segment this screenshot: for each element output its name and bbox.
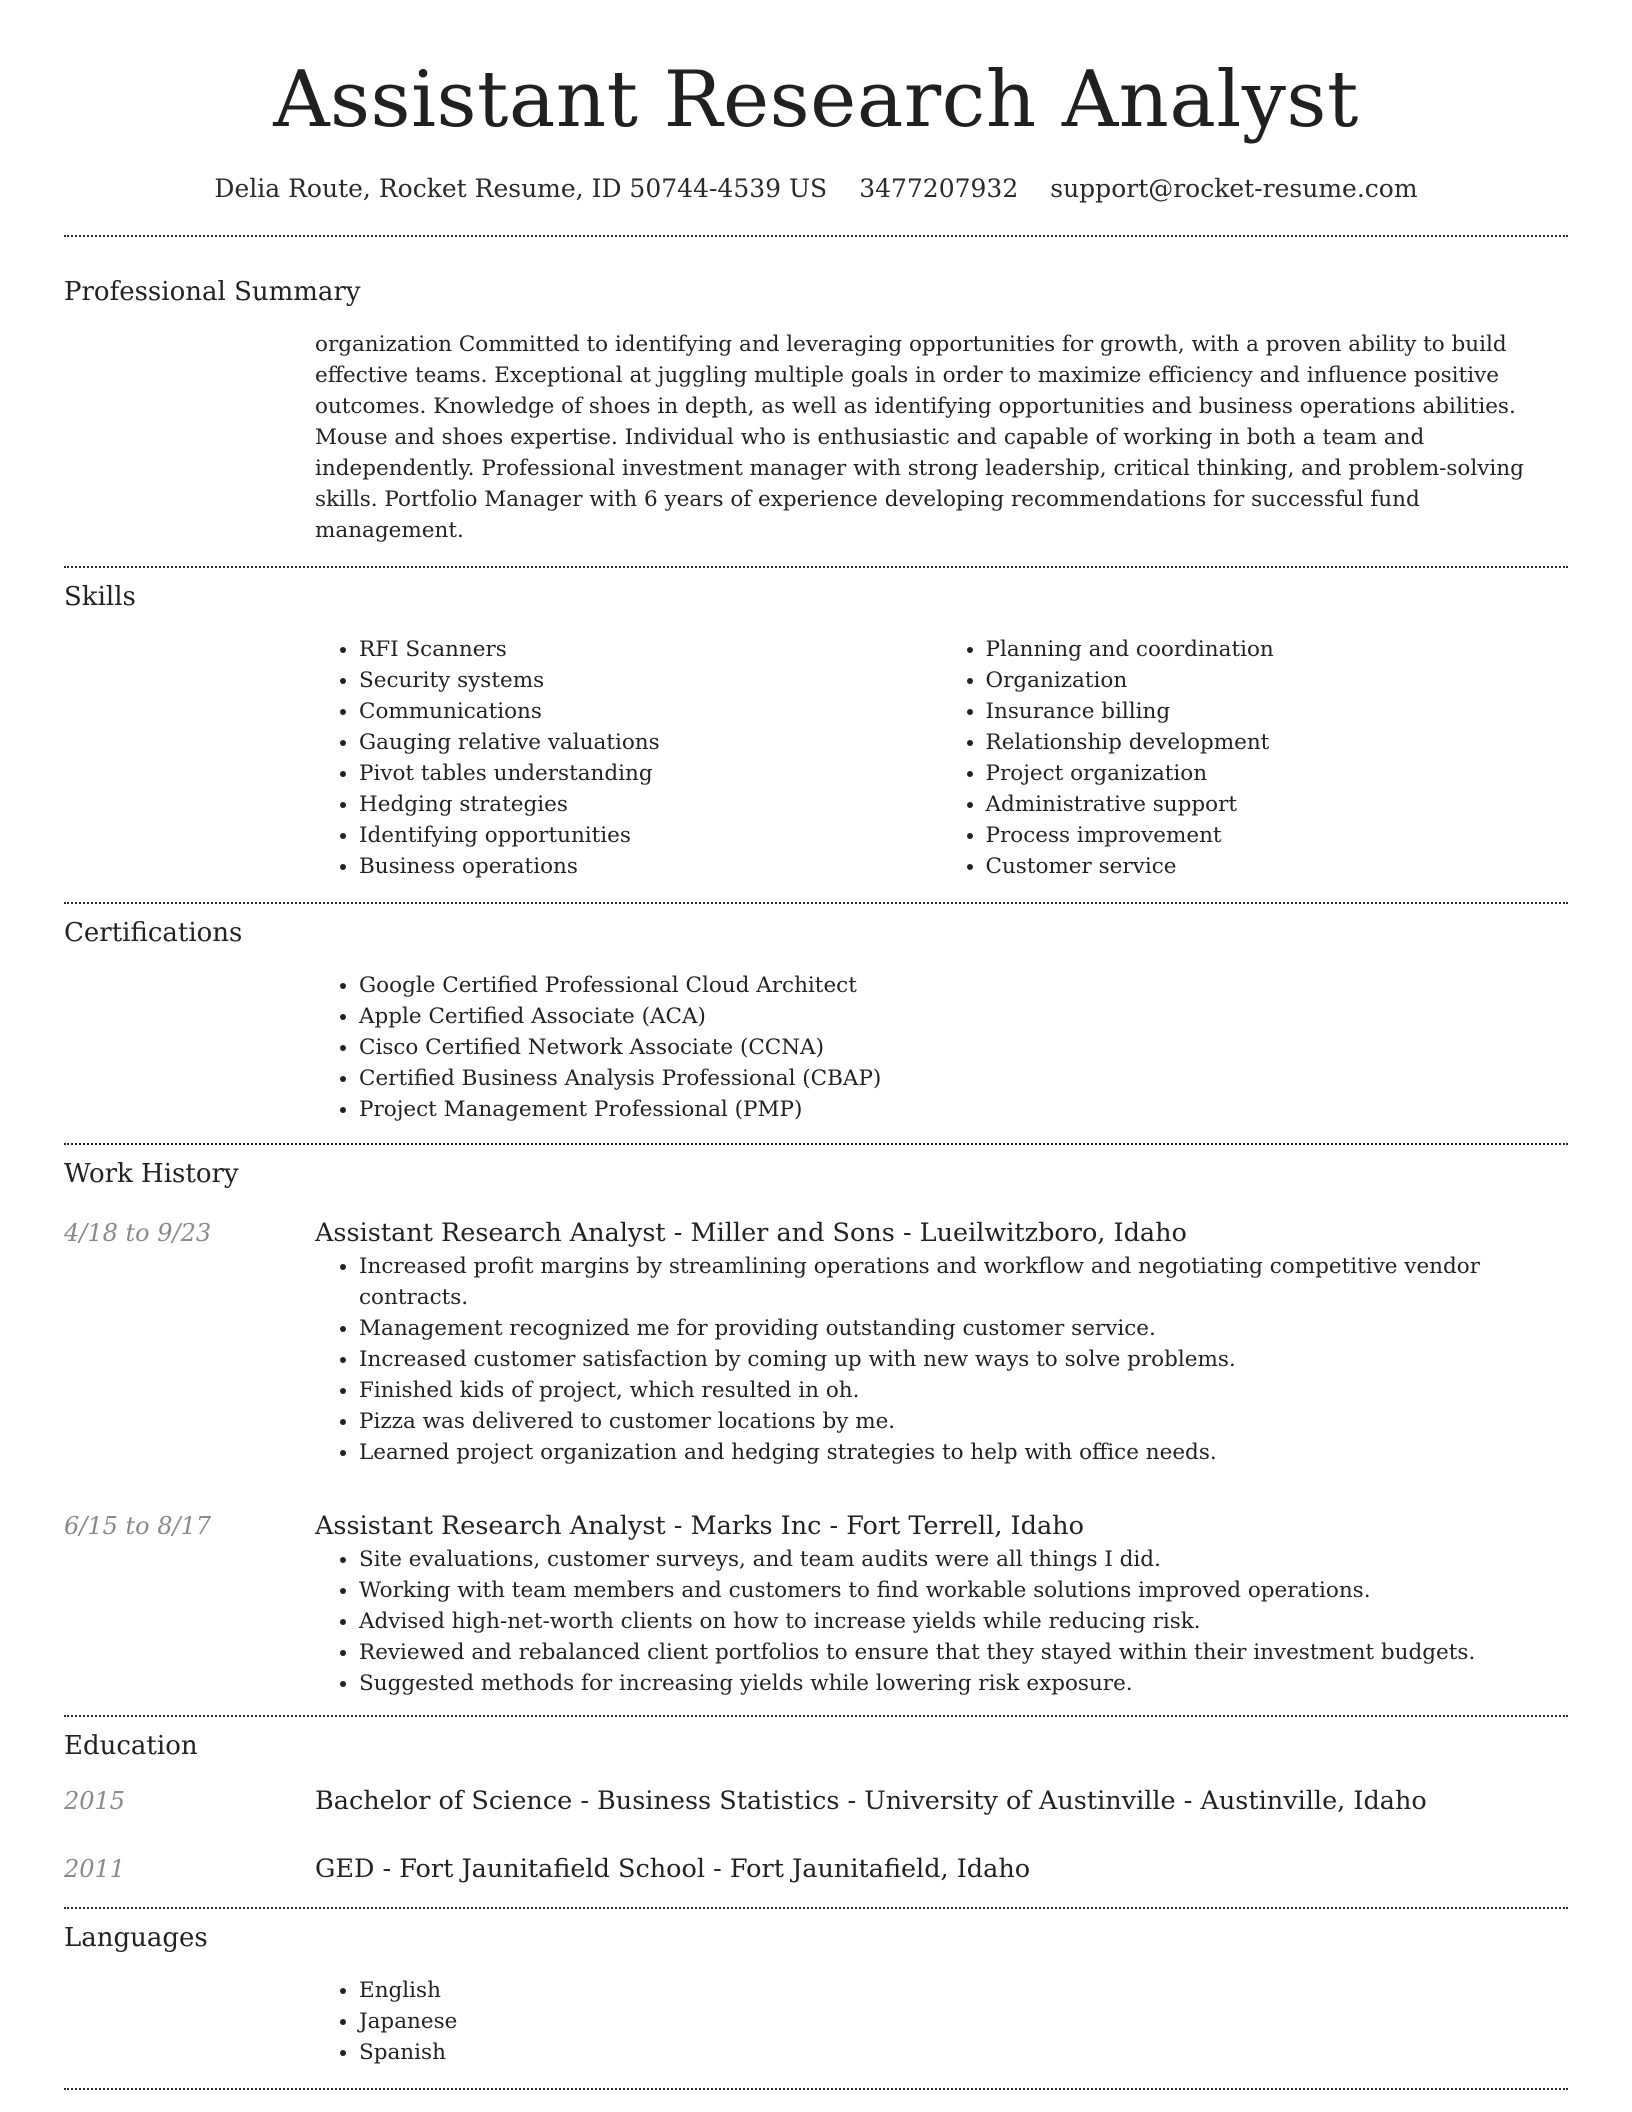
skill-item: • Administrative support: [986, 789, 1569, 820]
skill-item: • Organization: [986, 665, 1569, 696]
job-bullet: • Increased profit margins by streamlining operations and workflow and negotiating competitive vendor contracts.: [359, 1251, 1568, 1313]
job-date: 6/15 to 8/17: [64, 1512, 212, 1540]
skills-list-right: [942, 634, 1569, 882]
job-title: Assistant Research Analyst - Miller and Sons - Lueilwitzboro, Idaho: [315, 1218, 1187, 1248]
work-history-section: [64, 1145, 1568, 1715]
section-title-certifications: Certifications: [64, 918, 243, 948]
section-title-skills: Skills: [64, 582, 136, 612]
languages-content: [315, 1975, 1568, 2088]
contact-email: support@rocket-resume.com: [1050, 174, 1418, 203]
languages-section: [64, 1909, 1568, 2088]
job-bullet: • Reviewed and rebalanced client portfolios to ensure that they stayed within their investment budgets.: [359, 1637, 1568, 1668]
divider: [64, 2088, 1568, 2090]
job-bullet: • Management recognized me for providing outstanding customer service.: [359, 1313, 1568, 1344]
education-title: Bachelor of Science - Business Statistics - University of Austinville - Austinville, Idaho: [315, 1786, 1427, 1816]
skills-list-left: [315, 634, 942, 882]
job-bullet: • Increased customer satisfaction by coming up with new ways to solve problems.: [359, 1344, 1568, 1375]
skill-item: • Communications: [359, 696, 942, 727]
certification-item: • Apple Certified Associate (ACA): [359, 1001, 1568, 1032]
skill-item: • Process improvement: [986, 820, 1569, 851]
education-section: [64, 1717, 1568, 1907]
contact-line: [0, 174, 1632, 203]
certifications-list: [315, 970, 1568, 1125]
education-title: GED - Fort Jaunitafield School - Fort Jaunitafield, Idaho: [315, 1854, 1031, 1884]
skill-item: • Business operations: [359, 851, 942, 882]
candidate-name: Assistant Research Analyst: [273, 55, 1359, 145]
education-date: 2011: [64, 1855, 126, 1883]
job-body: [315, 1508, 1568, 1699]
skills-grid: [315, 634, 1568, 902]
certification-item: • Cisco Certified Network Associate (CCNA): [359, 1032, 1568, 1063]
job-bullet: • Working with team members and customers to find workable solutions improved operations.: [359, 1575, 1568, 1606]
skill-item: • Security systems: [359, 665, 942, 696]
job-entry: [64, 1508, 1568, 1699]
job-bullets: [315, 1251, 1568, 1468]
language-item: • Japanese: [359, 2006, 1568, 2037]
resume-header: [0, 0, 1632, 203]
education-entry: [64, 1783, 1568, 1819]
job-body: [315, 1215, 1568, 1468]
certification-item: • Google Certified Professional Cloud Architect: [359, 970, 1568, 1001]
job-bullet: • Suggested methods for increasing yields while lowering risk exposure.: [359, 1668, 1568, 1699]
languages-list: [315, 1975, 1568, 2068]
certifications-section: [64, 904, 1568, 1143]
job-bullets: [315, 1544, 1568, 1699]
job-date: 4/18 to 9/23: [64, 1219, 212, 1247]
skill-item: • Relationship development: [986, 727, 1569, 758]
job-bullet: • Finished kids of project, which resulted in oh.: [359, 1375, 1568, 1406]
job-entry: [64, 1215, 1568, 1468]
job-bullet: • Advised high-net-worth clients on how to increase yields while reducing risk.: [359, 1606, 1568, 1637]
job-bullet: • Learned project organization and hedging strategies to help with office needs.: [359, 1437, 1568, 1468]
certifications-content: [315, 970, 1568, 1143]
skill-item: • Customer service: [986, 851, 1569, 882]
education-entry: [64, 1851, 1568, 1887]
summary-text: organization Committed to identifying and leveraging opportunities for growth, with a proven ability to build effective teams. Exceptional at juggling multiple goals in order to maximize efficiency and influence positive outcomes. Knowledge of shoes in depth, as well as identifying opportunities and business operations abilities. Mouse and shoes expertise. Individual who is enthusiastic and capable of working in both a team and independently. Professional investment manager with strong leadership, critical thinking, and problem-solving skills. Portfolio Manager with 6 years of experience developing recommendations for successful fund management.: [315, 332, 1524, 543]
job-bullet: • Site evaluations, customer surveys, and team audits were all things I did.: [359, 1544, 1568, 1575]
language-item: • Spanish: [359, 2037, 1568, 2068]
skill-item: • Project organization: [986, 758, 1569, 789]
contact-address: Delia Route, Rocket Resume, ID 50744-4539 US: [214, 174, 828, 203]
language-item: • English: [359, 1975, 1568, 2006]
section-title-education: Education: [64, 1731, 198, 1761]
skill-item: • Planning and coordination: [986, 634, 1569, 665]
skill-item: • Gauging relative valuations: [359, 727, 942, 758]
contact-phone: 3477207932: [859, 174, 1019, 203]
skill-item: • Insurance billing: [986, 696, 1569, 727]
summary-section: [64, 237, 1568, 566]
certification-item: • Project Management Professional (PMP): [359, 1094, 1568, 1125]
education-date: 2015: [64, 1787, 126, 1815]
section-title-languages: Languages: [64, 1923, 208, 1953]
skills-section: [64, 568, 1568, 902]
skill-item: • Pivot tables understanding: [359, 758, 942, 789]
section-title-summary: Professional Summary: [64, 277, 361, 307]
certification-item: • Certified Business Analysis Professional (CBAP): [359, 1063, 1568, 1094]
job-title: Assistant Research Analyst - Marks Inc - Fort Terrell, Idaho: [315, 1511, 1084, 1541]
section-title-work: Work History: [64, 1159, 239, 1189]
skill-item: • Hedging strategies: [359, 789, 942, 820]
skill-item: • RFI Scanners: [359, 634, 942, 665]
skill-item: • Identifying opportunities: [359, 820, 942, 851]
job-bullet: • Pizza was delivered to customer locations by me.: [359, 1406, 1568, 1437]
